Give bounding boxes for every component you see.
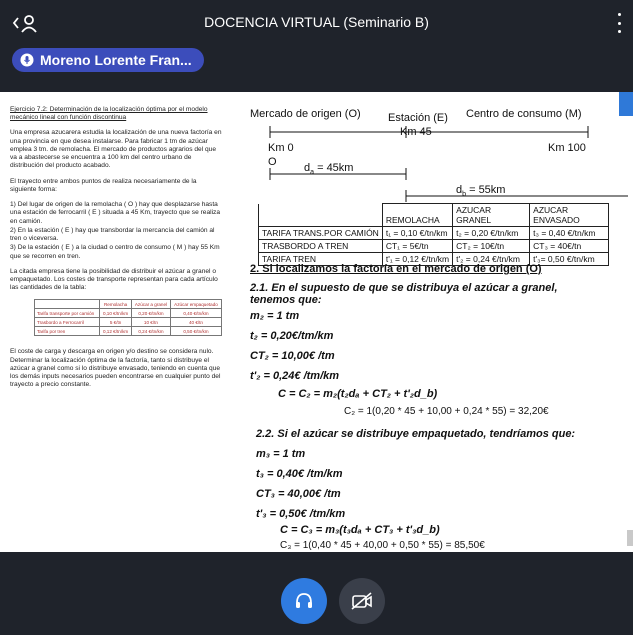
microphone-icon <box>20 53 34 67</box>
section-2-1-heading: 2.1. En el supuesto de que se distribuya el azúcar a granel, tenemos que: <box>250 282 558 307</box>
tariff-header: AZUCAR ENVASADO <box>530 204 609 227</box>
exercise-route-2: 2) En la estación ( E ) hay que transbordar la mercancía del camión al tren o viceversa. <box>10 226 215 243</box>
mini-cell: Tarifa por tren <box>35 327 100 336</box>
exercise-statement <box>10 106 224 397</box>
mini-cell: 0,12 €/tn/km <box>100 327 132 336</box>
call-controls <box>0 552 633 635</box>
mini-cell: 0,10 €/tn/km <box>100 309 132 318</box>
c3-formula: C = C₃ = m₃(t₃dₐ + CT₃ + t'₃d_b) <box>280 524 440 536</box>
mini-header: Remolacha <box>100 300 132 309</box>
c2-formula: C = C₂ = m₂(t₂dₐ + CT₂ + t'₂d_b) <box>278 388 438 400</box>
mini-cell: Trasbordo a Ferrocarril <box>35 318 100 327</box>
t3-value: t₃ = 0,40€ /tm/km <box>256 468 343 480</box>
distance-b: $d_b = 55km$ <box>456 184 506 199</box>
kebab-menu-icon[interactable] <box>615 13 623 33</box>
ct2-value: CT₂ = 10,00€ /tm <box>250 350 335 362</box>
document-scrollbar[interactable] <box>627 530 633 546</box>
top-bar <box>0 0 633 46</box>
mini-cell: 0,50 €/tn/km <box>170 327 221 336</box>
session-title: DOCENCIA VIRTUAL (Seminario B) <box>204 14 429 30</box>
tariff-header <box>259 204 383 227</box>
tariff-cell: TRASBORDO A TREN <box>259 240 383 253</box>
headphones-button[interactable] <box>281 578 327 624</box>
section-2-heading: 2. Si localizamos la factoría en el mercado de origen (O) <box>250 263 542 275</box>
headphones-icon <box>294 592 314 610</box>
mini-header: Azúcar empaquetado <box>170 300 221 309</box>
c3-value: C₃ = 1(0,40 * 45 + 40,00 + 0,50 * 55) = 85,50€ <box>280 540 485 551</box>
consumption-center-label: Centro de consumo (M) <box>466 108 582 120</box>
mini-cell: 10 €/tn <box>131 318 170 327</box>
tariff-cell: CT₃ = 40€/tn <box>530 240 609 253</box>
mini-header: Azúcar a granel <box>131 300 170 309</box>
tariff-cell: CT₂ = 10€/tn <box>453 240 530 253</box>
tariff-cell: TARIFA TRANS.POR CAMIÓN <box>259 227 383 240</box>
km100-label: Km 100 <box>548 142 586 154</box>
t2-value: t₂ = 0,20€/tm/km <box>250 330 334 342</box>
tariff-cell: t'₃= 0,50 €/tn/km <box>530 253 609 266</box>
mini-cell: 40 €/tn <box>170 318 221 327</box>
tariff-header: AZUCAR GRANEL <box>453 204 530 227</box>
tariff-cell: t₂ = 0,20 €/tn/km <box>453 227 530 240</box>
mini-cell: 0,40 €/tn/km <box>170 309 221 318</box>
exercise-bulk: La citada empresa tiene la posibilidad de distribuir el azúcar a granel o empaquetado. Los costes de transporte representan para cada artículo las cantidades de la tabla: <box>10 267 218 292</box>
active-speaker-badge <box>12 48 204 72</box>
m3-value: m₃ = 1 tm <box>256 448 306 460</box>
tariff-cell: t₁ = 0,10 €/tn/km <box>382 227 452 240</box>
km0-label: Km 0 <box>268 142 294 154</box>
c2-value: C₂ = 1(0,20 * 45 + 10,00 + 0,24 * 55) = 32,20€ <box>344 406 549 417</box>
distance-a: $d_a = 45km$ <box>304 162 354 177</box>
tariff-cell: t'₁ = 0,12 €/tn/km <box>382 253 452 266</box>
shared-document <box>0 92 633 552</box>
tariff-cell: t₃ = 0,40 €/tn/km <box>530 227 609 240</box>
mini-cell: Tarifa transporte por camión <box>35 309 100 318</box>
mini-cell: 0,20 €/tn/km <box>131 309 170 318</box>
exercise-routes-intro: El trayecto entre ambos puntos de realiza necesariamente de la siguiente forma: <box>10 177 197 193</box>
exercise-cost-table <box>34 299 222 336</box>
tp2-value: t'₂ = 0,24€ /tm/km <box>250 370 340 382</box>
tariff-header: REMOLACHA <box>382 204 452 227</box>
tariff-cell: TARIFA TREN <box>259 253 383 266</box>
section-2-2-heading: 2.2. Si el azúcar se distribuye empaquetado, tendríamos que: <box>256 428 576 440</box>
origin-market-label: Mercado de origen (O) <box>250 108 361 120</box>
tariff-cell: CT₁ = 5€/tn <box>382 240 452 253</box>
camera-button[interactable] <box>339 578 385 624</box>
exercise-heading: Ejercicio 7.2: Determinación de la localización óptima por el modelo mecánico lineal con función discontinua <box>10 106 208 122</box>
origin-marker: O <box>268 156 277 168</box>
tp3-value: t'₃ = 0,50€ /tm/km <box>256 508 346 520</box>
camera-off-icon <box>350 591 374 611</box>
mini-header <box>35 300 100 309</box>
tariff-cell: t'₂ = 0,24 €/tn/km <box>453 253 530 266</box>
station-label: Estación (E) <box>388 112 448 124</box>
ct3-value: CT₃ = 40,00€ /tm <box>256 488 341 500</box>
exercise-intro: Una empresa azucarera estudia la localización de una nueva factoría en una provincia en que desea instalarse. Para fabricar 1 tm de azúcar emplea 3 tm. de remolacha. El mercado de productos agrarios del que va a abastecerse se encuentra a 100 km del centro urbano de distribución del producto acabado. <box>10 129 222 170</box>
document-side-tab[interactable] <box>619 92 633 116</box>
tariff-table <box>258 203 609 266</box>
speaker-name: Moreno Lorente Fran... <box>40 52 192 68</box>
km45-label: Km 45 <box>400 126 432 138</box>
exercise-route-1: 1) Del lugar de origen de la remolacha ( O ) hay que desplazarse hasta una estación de ferrocarril ( E ) situada a 45 Km, trayecto que se realiza en camión. <box>10 201 221 225</box>
exercise-route-3: 3) De la estación ( E ) a la ciudad o centro de consumo ( M ) hay 55 Km que se recorren en tren. <box>10 244 220 260</box>
m2-value: m₂ = 1 tm <box>250 310 300 322</box>
exercise-closing: El coste de carga y descarga en origen y/o destino se considera nulo. Determinar la localización óptima de la factoría, tanto si distribuye el azúcar a granel como si lo distribuye envasado, teniendo en cuenta que los demás inputs necesarios pueden encontrarse en cualquier punto del trayecto a precio constante. <box>10 348 221 389</box>
mini-cell: 5 €/tn <box>100 318 132 327</box>
mini-cell: 0,24 €/tn/km <box>131 327 170 336</box>
